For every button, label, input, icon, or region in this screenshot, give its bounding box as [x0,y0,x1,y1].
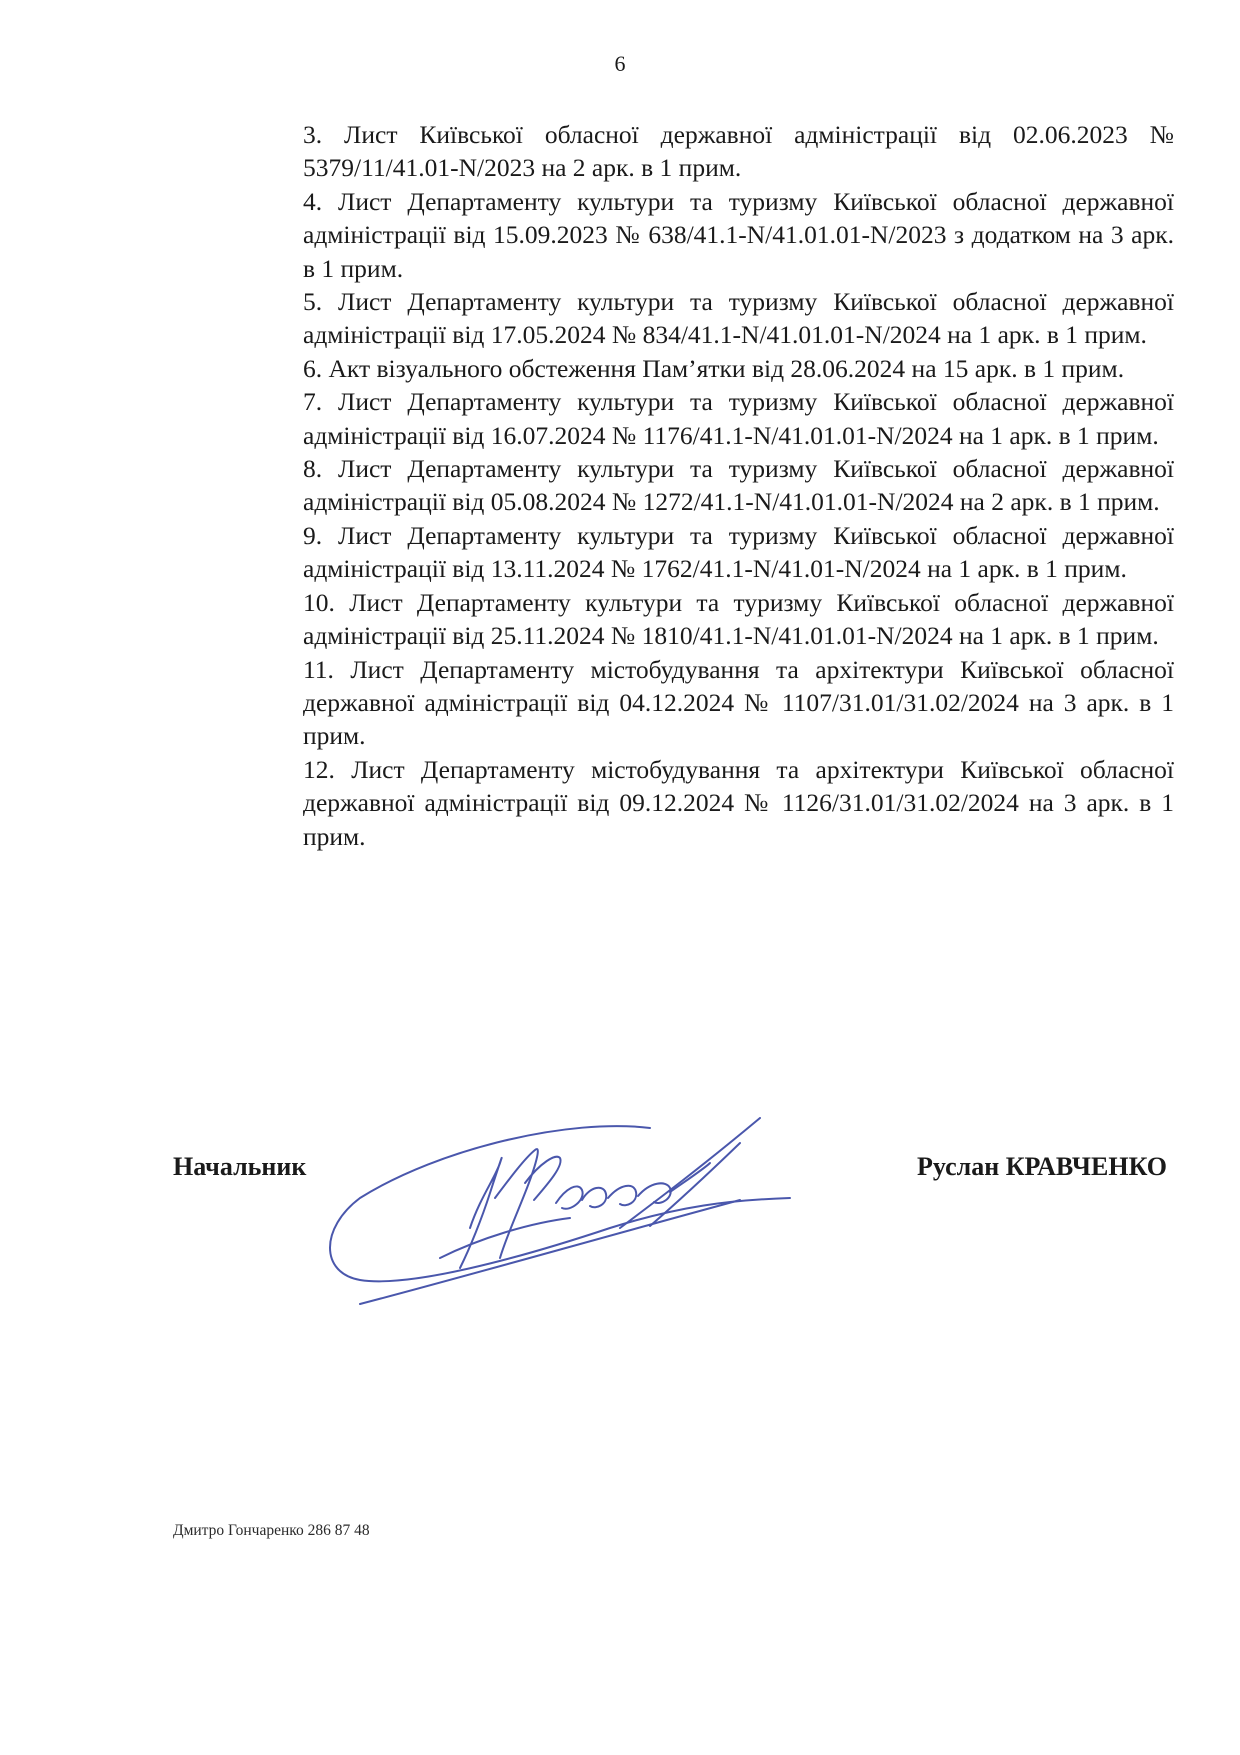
signer-position: Начальник [173,1152,307,1181]
attachment-item: 11. Лист Департаменту містобудування та архітектури Київської обласної державної адміністрації від 04.12.2024 № 1107/31.01/31.02/2024 на 3 арк. в 1 прим. [303,654,1174,751]
attachment-item: 6. Акт візуального обстеження Пам’ятки від 28.06.2024 на 15 арк. в 1 прим. [303,353,1125,383]
attachment-item: 8. Лист Департаменту культури та туризму Київської обласної державної адміністрації від 05.08.2024 № 1272/41.1-N/41.01.01-N/2024 на 2 арк. в 1 прим. [303,454,1174,517]
attachment-item: 12. Лист Департаменту містобудування та архітектури Київської обласної державної адміністрації від 09.12.2024 № 1126/31.01/31.02/2024 на 3 арк. в 1 прим. [303,754,1174,851]
attachment-item: 3. Лист Київської обласної державної адміністрації від 02.06.2023 № 5379/11/41.01-N/2023 на 2 арк. в 1 прим. [303,120,1174,183]
page-number: 6 [614,51,626,76]
handwritten-signature [320,1108,840,1318]
attachment-item: 7. Лист Департаменту культури та туризму Київської обласної державної адміністрації від 16.07.2024 № 1176/41.1-N/41.01.01-N/2024 на 1 арк. в 1 прим. [303,387,1174,450]
attachment-item: 4. Лист Департаменту культури та туризму Київської обласної державної адміністрації від 15.09.2023 № 638/41.1-N/41.01.01-N/2023 з додатком на 3 арк. в 1 прим. [303,186,1174,283]
signer-name: Руслан КРАВЧЕНКО [917,1152,1167,1181]
executor-contact: Дмитро Гончаренко 286 87 48 [173,1522,370,1539]
attachment-item: 9. Лист Департаменту культури та туризму Київської обласної державної адміністрації від 13.11.2024 № 1762/41.1-N/41.01-N/2024 на 1 арк. в 1 прим. [303,520,1174,584]
attachment-item: 10. Лист Департаменту культури та туризму Київської обласної державної адміністрації від 25.11.2024 № 1810/41.1-N/41.01.01-N/2024 на 1 арк. в 1 прим. [303,587,1174,651]
attachments-list [303,118,1174,853]
attachment-item: 5. Лист Департаменту культури та туризму Київської обласної державної адміністрації від 17.05.2024 № 834/41.1-N/41.01.01-N/2024 на 1 арк. в 1 прим. [303,287,1174,350]
